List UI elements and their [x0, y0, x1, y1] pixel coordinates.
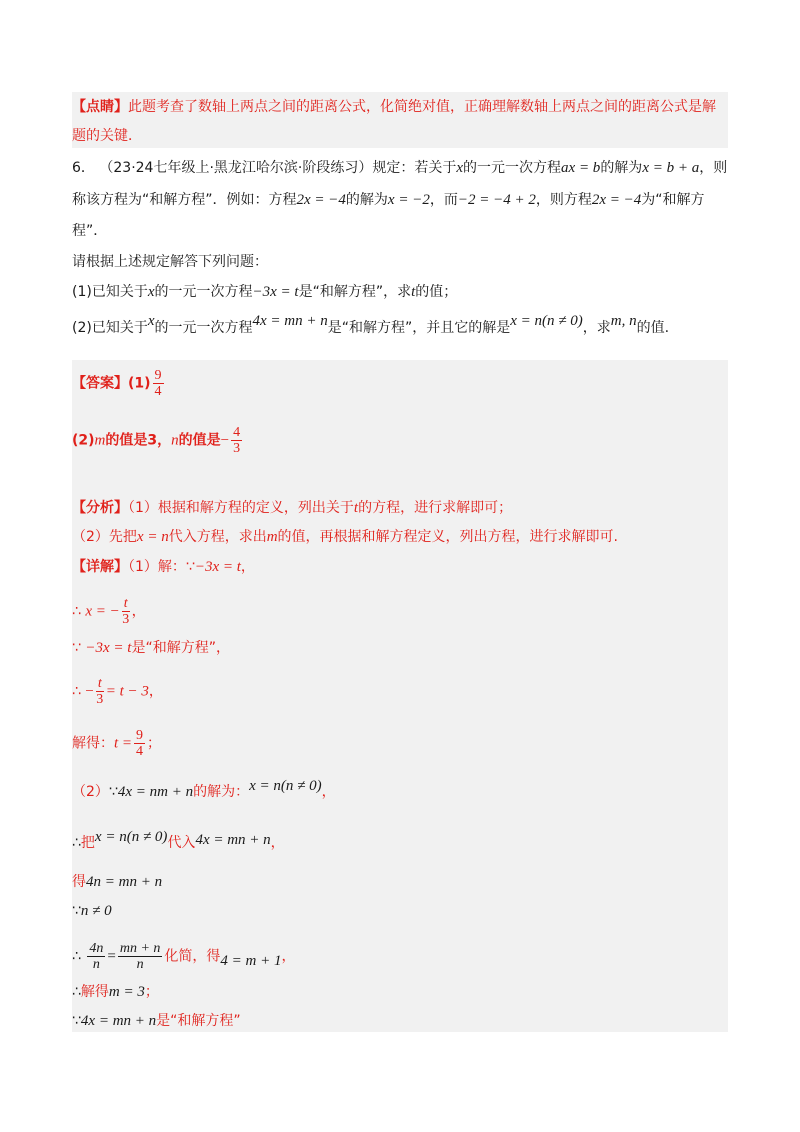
punctuation: ， [270, 835, 285, 851]
detail-line-11 [72, 982, 159, 1002]
question-text: 是“和解方程”，并且它的解是 [327, 320, 511, 336]
because-symbol: ∵ [108, 784, 118, 800]
punctuation: ， [148, 683, 163, 700]
instruction-line [72, 252, 268, 272]
math-expression: −2 = −4 + 2 [457, 192, 536, 208]
minus-sign: − [85, 683, 94, 700]
math-expression: m = 3 [108, 984, 145, 1000]
solution-background [72, 360, 728, 1032]
detail-line-6 [72, 778, 336, 802]
therefore-symbol: ∴ [72, 984, 81, 1000]
fraction-numerator: 9 [136, 728, 144, 743]
problem-text: ，则方程 [535, 192, 592, 208]
punctuation: ； [147, 735, 162, 752]
question-text: 的值； [415, 284, 458, 300]
analysis-tag: 【分析】 [72, 500, 128, 516]
detail-line-7 [72, 829, 285, 853]
fraction [134, 728, 145, 759]
problem-line-2 [72, 190, 705, 210]
math-var: n [171, 432, 179, 449]
question-text: (2)已知关于 [72, 320, 148, 336]
math-expression: 4n = mn + n [86, 874, 163, 890]
because-symbol: ∵ [185, 559, 195, 575]
punctuation: ， [131, 603, 146, 620]
detail-line-4 [72, 676, 163, 707]
fraction-denominator: 4 [136, 744, 144, 759]
problem-line-1 [72, 158, 727, 178]
analysis-line-2 [72, 527, 618, 547]
math-var: x [147, 313, 155, 329]
math-expression: x = n(n ≠ 0) [249, 778, 322, 794]
math-var: x [456, 160, 464, 176]
punctuation: ； [144, 984, 159, 1000]
math-expression: −3x = t [194, 559, 241, 575]
detail-text: 的解为： [193, 784, 250, 800]
detail-tag: 【详解】 [72, 559, 128, 575]
fraction-denominator: n [92, 957, 100, 972]
answer-label: (1) [128, 375, 151, 392]
math-expression: x = − [85, 603, 120, 620]
detail-line-1 [72, 557, 255, 577]
fraction-denominator: 3 [122, 612, 130, 627]
problem-text: 的解为 [345, 192, 388, 208]
detail-text: 代入 [167, 835, 196, 851]
detail-line-9 [72, 901, 112, 921]
math-expression: 4x = mn + n [195, 832, 271, 848]
problem-text: ，而 [429, 192, 458, 208]
problem-text: ，则 [699, 160, 728, 176]
math-expression: x = −2 [387, 192, 430, 208]
math-var: m [266, 529, 278, 545]
detail-text: 把 [80, 835, 95, 851]
detail-text: 得 [72, 874, 86, 890]
answer-tag: 【答案】 [72, 375, 128, 392]
question-text: 的一元一次方程 [154, 284, 253, 300]
punctuation: ， [240, 559, 255, 575]
answer-2-fraction [231, 425, 242, 456]
problem-source: （23·24七年级上·黑龙江哈尔滨·阶段练习） [99, 160, 373, 176]
therefore-symbol: ∴ [72, 683, 81, 700]
fraction-numerator: t [123, 596, 128, 611]
math-expression: 4 = m + 1 [220, 952, 282, 969]
math-var: m [94, 432, 106, 449]
question-1 [72, 282, 457, 302]
fraction [122, 596, 130, 627]
question-text: (1)已知关于 [72, 284, 148, 300]
fraction-denominator: n [136, 957, 144, 972]
dianjing-text-1: 此题考查了数轴上两点之间的距离公式，化简绝对值，正确理解数轴上两点之间的距离公式是解 [128, 99, 716, 115]
analysis-text: 的方程，进行求解即可； [358, 500, 513, 516]
analysis-text: 的值，再根据和解方程定义，列出方程，进行求解即可. [277, 529, 618, 545]
problem-text: 程”． [72, 223, 108, 239]
analysis-line-1 [72, 498, 512, 518]
therefore-symbol: ∴ [72, 603, 81, 620]
answer-1-fraction [153, 368, 164, 399]
minus-sign: − [220, 432, 230, 449]
question-text: ，求 [582, 320, 611, 336]
math-var: t [411, 284, 416, 300]
math-expression: n ≠ 0 [80, 903, 112, 919]
dianjing-line-1 [72, 97, 716, 117]
math-expression: m, n [610, 313, 637, 329]
detail-text: 化简，得 [164, 948, 221, 965]
fraction-numerator: t [97, 676, 102, 691]
detail-text: 解得 [80, 984, 109, 1000]
question-text: 是“和解方程”，求 [298, 284, 412, 300]
problem-text: 的解为 [600, 160, 643, 176]
punctuation: ， [281, 948, 296, 965]
punctuation: ， [321, 784, 336, 800]
therefore-symbol: ∴ [72, 948, 81, 965]
instruction-text: 请根据上述规定解答下列问题： [72, 254, 268, 270]
dianjing-line-2 [72, 126, 142, 146]
dianjing-tag: 【点睛】 [72, 99, 128, 115]
math-expression: x = b + a [642, 160, 700, 176]
detail-line-10 [72, 941, 295, 972]
math-expression: t = [114, 735, 133, 752]
math-expression: x = n(n ≠ 0) [510, 313, 583, 329]
fraction-numerator: 9 [154, 368, 162, 383]
detail-text: （1）解： [128, 559, 186, 575]
fraction [96, 676, 104, 707]
math-expression: 2x = −4 [591, 192, 642, 208]
dianjing-text-2: 题的关键． [72, 128, 142, 144]
fraction-numerator: 4 [233, 425, 241, 440]
fraction-denominator: 3 [96, 692, 104, 707]
problem-number: 6． [72, 160, 95, 176]
problem-text: 规定：若关于 [372, 160, 457, 176]
answer-line-1 [72, 368, 166, 399]
detail-text: 是“和解方程”， [131, 640, 230, 656]
problem-text: 的一元一次方程 [463, 160, 562, 176]
math-expression: 4x = mn + n [252, 313, 328, 329]
answer-line-2 [72, 425, 244, 456]
math-expression: −3x = t [252, 284, 299, 300]
detail-line-5 [72, 728, 161, 759]
math-expression: 4x = mn + n [80, 1013, 157, 1029]
answer-text: 的值是 [178, 432, 221, 449]
detail-text: （2） [72, 784, 109, 800]
because-symbol: ∵ [72, 640, 81, 656]
detail-line-3 [72, 638, 230, 658]
question-text: 的一元一次方程 [154, 320, 253, 336]
answer-text: 的值是3， [105, 432, 172, 449]
math-var: x [147, 284, 155, 300]
detail-line-2 [72, 596, 146, 627]
detail-line-12 [72, 1011, 241, 1031]
analysis-text: 代入方程，求出 [168, 529, 267, 545]
fraction-denominator: 4 [154, 384, 162, 399]
fraction-numerator: 4n [89, 941, 104, 956]
because-symbol: ∵ [72, 903, 81, 919]
math-var: t [353, 500, 359, 516]
detail-text: 是“和解方程” [156, 1013, 241, 1029]
fraction-denominator: 3 [233, 441, 241, 456]
question-text: 的值. [636, 320, 670, 336]
fraction [87, 941, 105, 972]
therefore-symbol: ∴ [72, 835, 81, 851]
math-expression: ax = b [561, 160, 601, 176]
problem-line-3 [72, 221, 107, 241]
detail-text: 解得： [72, 735, 114, 752]
analysis-text: （1）根据和解方程的定义，列出关于 [128, 500, 354, 516]
detail-line-8 [72, 872, 162, 892]
math-expression: −3x = t [85, 640, 132, 656]
equals-sign: = [107, 948, 116, 965]
question-2 [72, 313, 670, 338]
fraction-numerator: mn + n [119, 941, 161, 956]
fraction [118, 941, 163, 972]
math-expression: x = n(n ≠ 0) [94, 829, 168, 845]
math-expression: x = n [136, 529, 169, 545]
math-expression: 4x = nm + n [117, 784, 194, 800]
math-expression: = t − 3 [105, 683, 149, 700]
because-symbol: ∵ [72, 1013, 81, 1029]
math-expression: 2x = −4 [296, 192, 346, 208]
analysis-text: （2）先把 [72, 529, 137, 545]
problem-text: 称该方程为“和解方程”．例如：方程 [72, 192, 297, 208]
answer-label: (2) [72, 432, 95, 449]
problem-text: 为“和解方 [641, 192, 705, 208]
